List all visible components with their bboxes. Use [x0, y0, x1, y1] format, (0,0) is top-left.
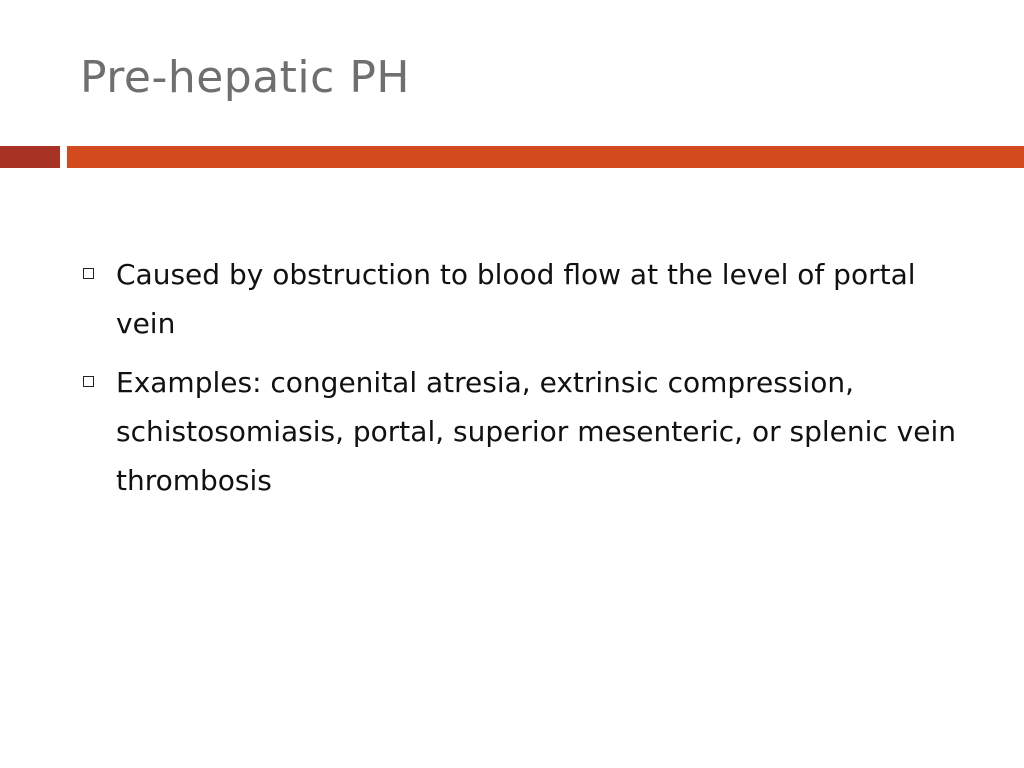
title-accent-bar-right — [67, 146, 1024, 168]
bullet-list — [80, 250, 980, 515]
hollow-square-icon — [83, 268, 94, 279]
bullet-item — [80, 250, 980, 348]
hollow-square-icon — [83, 376, 94, 387]
title-accent-bar-left — [0, 146, 60, 168]
bullet-text: Caused by obstruction to blood flow at the level of portal vein — [116, 258, 916, 340]
bullet-item — [80, 358, 980, 505]
slide-title: Pre-hepatic PH — [80, 52, 410, 103]
bullet-text: Examples: congenital atresia, extrinsic compression, schistosomiasis, portal, superior mesenteric, or splenic vein thrombosis — [116, 366, 956, 497]
